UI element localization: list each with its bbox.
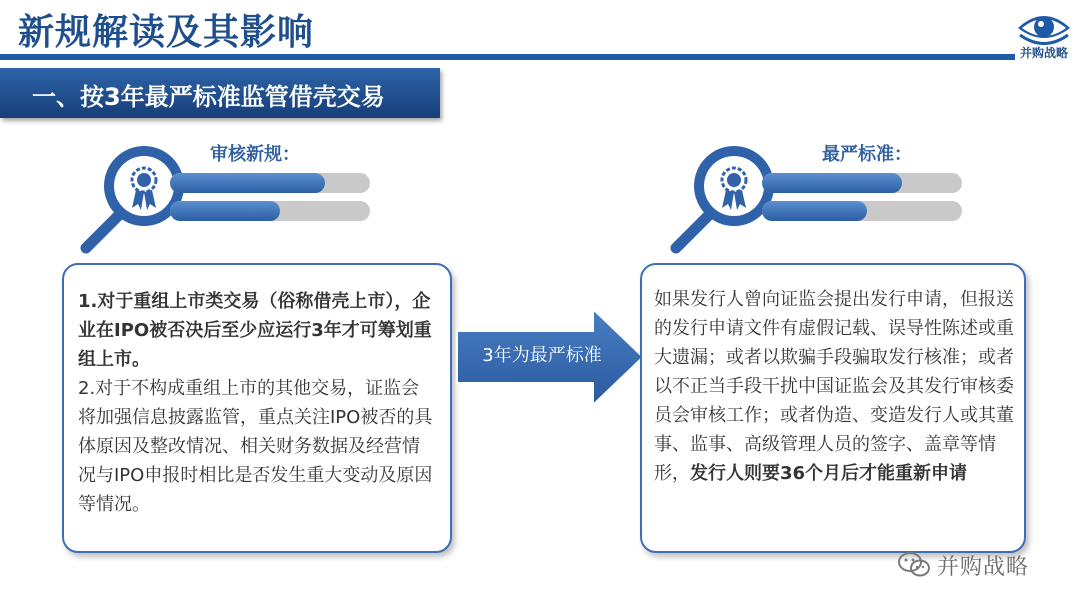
title-divider [0, 54, 1015, 60]
section-banner [0, 68, 440, 118]
section-title: 一、按3年最严标准监管借壳交易 [32, 83, 385, 111]
right-panel-emphasis: 发行人则要36个月后才能重新申请 [690, 463, 968, 484]
arrow-label: 3年为最严标准 [482, 345, 602, 366]
wechat-icon [897, 551, 931, 579]
left-bar-top [170, 173, 370, 193]
right-panel-label: 最严标准： [822, 144, 912, 165]
left-panel-item-2: 2.对于不构成重组上市的其他交易，证监会将加强信息披露监管，重点关注IPO被否的具体原因及整改情况、相关财务数据及经营情况与IPO申报时相比是否发生重大变动及原因等情况。 [78, 378, 433, 515]
left-panel-card [62, 263, 452, 553]
left-panel-item-1: 1.对于重组上市类交易（俗称借壳上市），企业在IPO被否决后至少应运行3年才可筹划重组上市。 [78, 291, 432, 370]
right-panel-card [640, 263, 1026, 553]
right-bar-bottom [762, 201, 962, 221]
brand-logo [1012, 8, 1076, 60]
watermark-text: 并购战略 [937, 554, 1030, 580]
right-bar-top [762, 173, 962, 193]
left-bar-bottom [170, 201, 370, 221]
right-panel-body: 如果发行人曾向证监会提出发行申请，但报送的发行申请文件有虚假记载、误导性陈述或重大遗漏；或者以欺骗手段骗取发行核准；或者以不正当手段干扰中国证监会及其发行审核委员会审核工作；或者伪造、变造发行人或其董事、监事、高级管理人员的签字、盖章等情形， [654, 289, 1014, 484]
brand-logo-text: 并购战略 [1019, 46, 1068, 60]
page-title: 新规解读及其影响 [18, 12, 315, 53]
eye-icon [1012, 8, 1076, 46]
left-panel-label: 审核新规： [210, 144, 300, 165]
right-panel-text [654, 285, 1014, 488]
wechat-watermark [897, 548, 1029, 582]
